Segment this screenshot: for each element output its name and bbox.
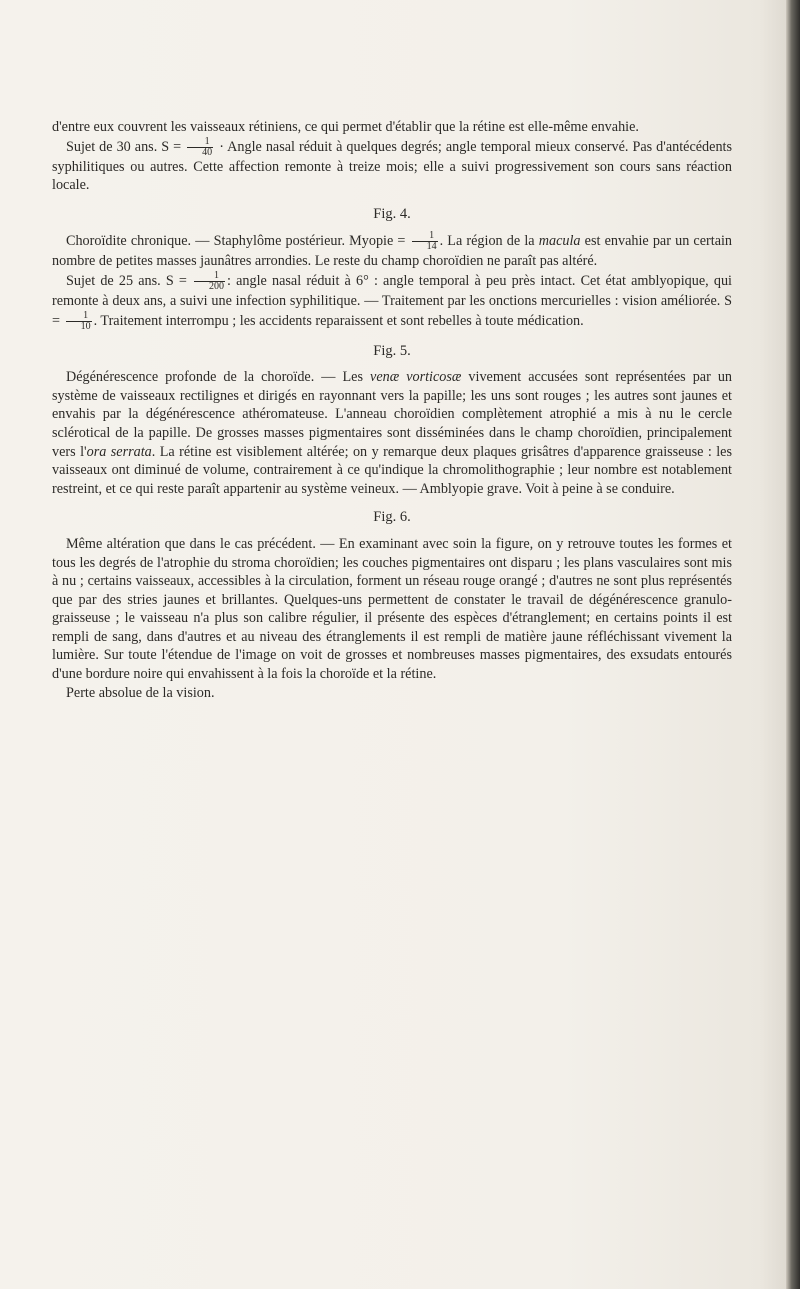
page-edge-shadow [786, 0, 800, 1289]
figure-4-heading: Fig. 4. [373, 205, 411, 222]
intro-text: d'entre eux couvrent les vaisseaux rétiniens, ce qui permet d'établir que la rétine est elle-même envahie. [52, 119, 639, 135]
fraction-numerator: 1 [194, 271, 225, 282]
fig4-p2-text-b: : angle nasal réduit à 6° : angle temporal à peu près intact. Cet état amblyopique, qui remonte à deux ans, a suivi une infection syphilitique. — Traitement par les onctions mercurielles : vision améliorée. S = [52, 272, 732, 329]
fig4-paragraph-1 [52, 231, 732, 271]
acuity-fraction [66, 311, 92, 332]
fig5-text-a: Dégénérescence profonde de la choroïde. — Les [66, 369, 363, 386]
fig6-text-1: Même altération que dans le cas précédent. — En examinant avec soin la figure, on y retrouve toutes les formes et tous les degrés de l'atrophie du stroma choroïdien; les couches pigmentaires ont disparu ; les plans vasculaires sont mis à nu ; certains vaisseaux, accessibles à la circulation, forment un réseau rouge orangé ; d'autres ne sont plus représentés que par des stries jaunes et brillantes. Quelques-uns permettent de constater le travail de dégénérescence granulo-graisseuse ; le vaisseau n'a plus son calibre régulier, il présente des espèces d'étranglement; en certains points il est rempli de sang, dans d'autres et au niveau des étranglements il est rempli de matière jaune réfléchissant vivement la lumière. Sur toute l'étendue de l'image on voit de grosses et nombreuses masses pigmentaires, des exsudats entourés d'une bordure noire qui envahissent à la fois la choroïde et la rétine. [52, 535, 732, 683]
fraction-numerator: 1 [66, 311, 92, 322]
fig4-p2-text-a: Sujet de 25 ans. S = [66, 272, 187, 289]
fig6-text-2: Perte absolue de la vision. [66, 684, 215, 701]
fig4-text-c: est envahie par un certain nombre de petites masses jaunâtres arrondies. Le reste du champ choroïdien ne paraît pas altéré. [52, 233, 733, 270]
myopia-fraction [412, 231, 438, 252]
fraction-denominator: 10 [80, 320, 91, 332]
fraction-denominator: 14 [426, 241, 437, 253]
fig4-text-a: Choroïdite chronique. — Staphylôme postérieur. Myopie = [66, 233, 406, 250]
figure-6-heading: Fig. 6. [373, 509, 411, 526]
figure-5-heading: Fig. 5. [373, 342, 411, 359]
fig4-macula-term: macula [538, 233, 581, 250]
fig5-text-c: . La rétine est visiblement altérée; on y remarque deux plaques grisâtres d'apparence graisseuse : les vaisseaux ont diminué de volume, contrairement à ce qu'indique la chromolithographie ; leur nombre est notablement restreint, et ce qui reste paraît appartenir au système veineux. — Amblyopie grave. Voit à peine à se conduire. [52, 443, 732, 497]
fig4-p2-text-c: . Traitement interrompu ; les accidents reparaissent et sont rebelles à toute médication. [93, 312, 584, 329]
fig5-text-b: vivement accusées sont représentées par un système de vaisseaux rectilignes et dirigés en rayonnant vers la papille; les uns sont rouges ; les autres sont jaunes et envahis par la dégénérescence athéromateuse. L'anneau choroïdien complètement atrophié a mis à nu le cercle sclérotical de la papille. De grosses masses pigmentaires sont disséminées dans le champ choroïdien, principalement vers l' [52, 369, 733, 460]
fraction-numerator: 1 [412, 231, 438, 242]
fraction-numerator: 1 [187, 137, 213, 148]
fig6-paragraph-2 [52, 684, 732, 703]
page-text [52, 118, 732, 702]
acuity-fraction [187, 137, 213, 158]
acuity-fraction [194, 271, 225, 292]
case1-paragraph [52, 137, 732, 195]
fig5-ora-term: ora serrata [86, 443, 152, 460]
intro-paragraph [52, 118, 732, 137]
fig4-text-b: . La région de la [439, 233, 535, 250]
fig5-paragraph [52, 368, 732, 498]
fig4-paragraph-2 [52, 271, 732, 332]
fraction-denominator: 40 [202, 146, 213, 158]
fraction-denominator: 200 [209, 280, 225, 292]
case1-text-a: Sujet de 30 ans. S = [66, 138, 182, 155]
fig6-paragraph-1 [52, 535, 732, 684]
fig5-venae-term: venæ vorticosæ [370, 369, 462, 386]
case1-text-b: · Angle nasal réduit à quelques degrés; angle temporal mieux conservé. Pas d'antécédents syphilitiques ou autres. Cette affection remonte à treize mois; elle a suivi progressivement son cours sans réaction locale. [52, 138, 732, 194]
